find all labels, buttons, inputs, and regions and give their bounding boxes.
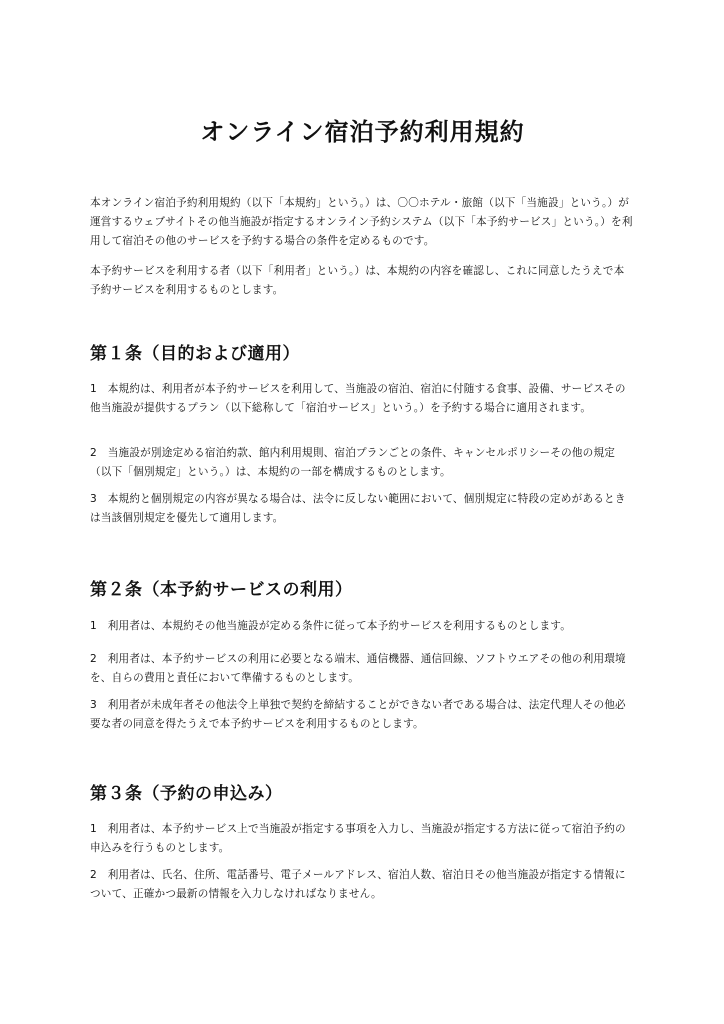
document-title: オンライン宿泊予約利用規約	[200, 118, 525, 146]
article-1-clause-2: 2 当施設が別途定める宿泊約款、館内利用規則、宿泊プランごとの条件、キャンセルポリシーその他の規定（以下「個別規定」という。）は、本規約の一部を構成するものとします。	[90, 447, 616, 478]
article-2-heading: 第２条（本予約サービスの利用）	[90, 580, 353, 600]
article-2-clause-2: 2 利用者は、本予約サービスの利用に必要となる端末、通信機器、通信回線、ソフトウエアその他の利用環境を、自らの費用と責任において準備するものとします。	[90, 653, 626, 684]
article-1-heading: 第１条（目的および適用）	[90, 344, 300, 364]
intro-paragraph: 本予約サービスを利用する者（以下「利用者」という。）は、本規約の内容を確認し、これに同意したうえで本予約サービスを利用するものとします。	[90, 265, 625, 296]
article-2-clause-3: 3 利用者が未成年者その他法令上単独で契約を締結することができない者である場合は、法定代理人その他必要な者の同意を得たうえで本予約サービスを利用するものとします。	[90, 699, 626, 730]
article-3-heading: 第３条（予約の申込み）	[90, 784, 283, 804]
article-2-clause-1: 1 利用者は、本規約その他当施設が定める条件に従って本予約サービスを利用するものとします。	[90, 620, 572, 632]
article-3-clause-1: 1 利用者は、本予約サービス上で当施設が指定する事項を入力し、当施設が指定する方法に従って宿泊予約の申込みを行うものとします。	[90, 823, 626, 854]
article-1-clause-1: 1 本規約は、利用者が本予約サービスを利用して、当施設の宿泊、宿泊に付随する食事、設備、サービスその他当施設が提供するプラン（以下総称して「宿泊サービス」という。）を予約する場合に適用されます。	[90, 383, 626, 414]
intro-paragraph: 本オンライン宿泊予約利用規約（以下「本規約」という。）は、〇〇ホテル・旅館（以下「当施設」という。）が運営するウェブサイトその他当施設が指定するオンライン予約システム（以下「本予約サービス」という。）を利用して宿泊その他のサービスを予約する場合の条件を定めるものです。	[90, 197, 633, 247]
article-3-clause-2: 2 利用者は、氏名、住所、電話番号、電子メールアドレス、宿泊人数、宿泊日その他当施設が指定する情報について、正確かつ最新の情報を入力しなければなりません。	[90, 869, 626, 900]
article-1-clause-3: 3 本規約と個別規定の内容が異なる場合は、法令に反しない範囲において、個別規定に特段の定めがあるときは当該個別規定を優先して適用します。	[90, 493, 626, 524]
